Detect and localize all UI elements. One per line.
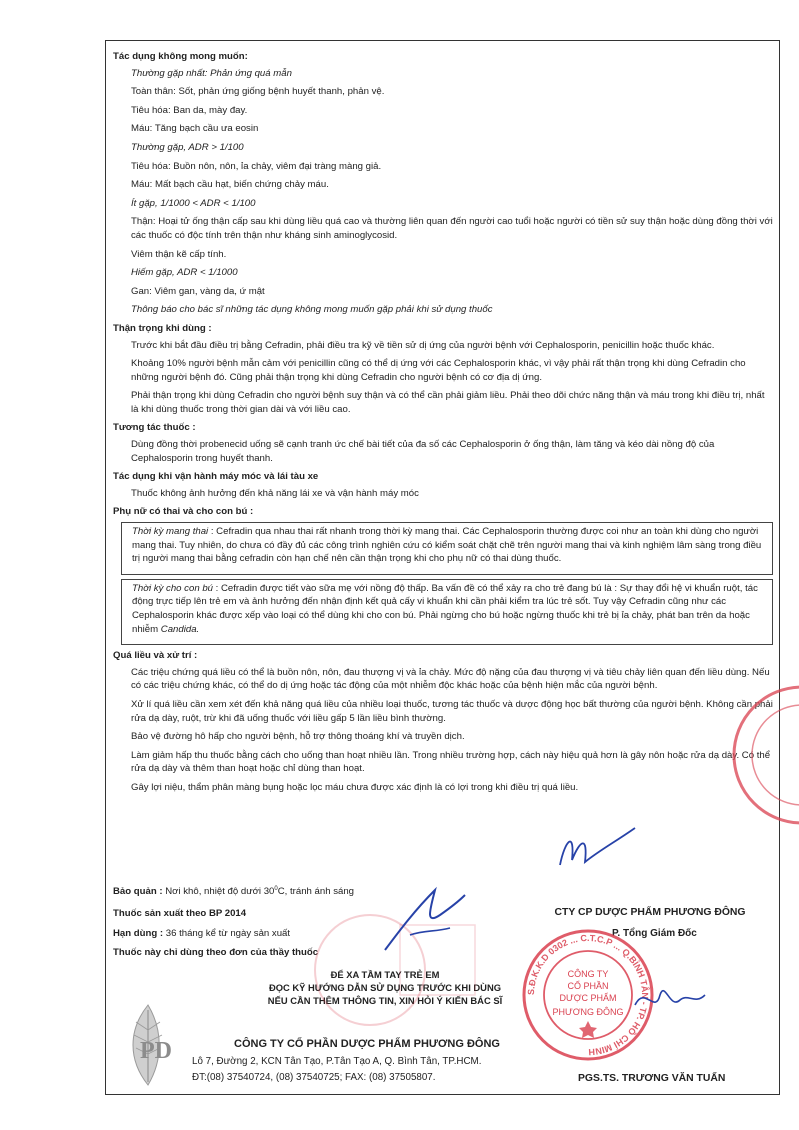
line: Máu: Tăng bạch cầu ưa eosin — [131, 123, 259, 135]
line: Phải thận trọng khi dùng Cefradin cho người bệnh suy thận và có thể cần phải giảm liều. Phải theo dõi chức năng thận và máu trong khi điều trị, nhất là khi dùng thuốc trong thời gian dài và với liều cao. — [131, 390, 765, 415]
section-overdose — [113, 649, 773, 794]
rx-only: Thuốc này chỉ dùng theo đơn của thầy thuốc — [113, 947, 319, 959]
section-heading: Quá liều và xử trí : — [113, 650, 198, 662]
line: Gan: Viêm gan, vàng da, ứ mật — [131, 285, 265, 297]
section-pregnancy — [113, 505, 773, 645]
line: Làm giảm hấp thu thuốc bằng cách cho uống than hoạt nhiều lần. Trong nhiều trường hợp, cách này hiệu quả hơn là gây nôn hoặc rửa dạ dày. Có thể rửa dạ dày và thêm than hoạt hoặc chỉ dùng than hoạt. — [131, 749, 771, 775]
breastfeeding-text — [132, 582, 764, 636]
storage-line — [113, 883, 354, 898]
signature-company: CTY CP DƯỢC PHẨM PHƯƠNG ĐÔNG — [554, 907, 746, 918]
company-address: Lô 7, Đường 2, KCN Tân Tạo, P.Tân Tạo A, Q. Bình Tân, TP.HCM. — [192, 1056, 482, 1067]
seal-line: CÔNG TY — [567, 969, 609, 979]
section-heading: Tác dụng khi vận hành máy móc và lái tàu xe — [113, 471, 319, 483]
section-heading: Tác dụng không mong muốn: — [113, 51, 248, 62]
seal-line: PHƯƠNG ĐÔNG — [552, 1007, 624, 1017]
storage-label: Bảo quản : — [113, 886, 163, 898]
line: Thận: Hoại tử ống thận cấp sau khi dùng liều quá cao và thường liên quan đến người cao tuổi hoặc người có tiền sử suy thận hoặc dùng đồng thời với các thuốc có độc tính trên thận như kháng sinh aminoglycosid. — [131, 216, 773, 241]
warning-line: ĐỂ XA TẦM TAY TRẺ EM — [330, 969, 440, 980]
line: Các triệu chứng quá liều có thể là buồn nôn, nôn, đau thượng vị và ỉa chảy. Mức độ nặng của đau thượng vị và tiêu chảy liên quan đến liều dùng. Nếu có các triệu chứng khác, có thể do dị ứng hoặc tác động của một nhiễm độc khác hoặc của bệnh hiện mắc của người bệnh. — [131, 666, 770, 692]
line: Hiếm gặp, ADR < 1/1000 — [131, 267, 238, 279]
warning-line: NẾU CẦN THÊM THÔNG TIN, XIN HỎI Ý KIẾN BÁC SĨ — [267, 995, 503, 1006]
partial-seal-icon — [692, 680, 799, 830]
signature-name: PGS.TS. TRƯƠNG VĂN TUẤN — [578, 1073, 726, 1084]
line: Viêm thận kẽ cấp tính. — [131, 248, 227, 260]
storage-text2: C, tránh ánh sáng — [277, 886, 355, 898]
section-precautions — [113, 322, 773, 417]
pd-logo-icon — [118, 1000, 188, 1090]
warnings-block — [220, 968, 550, 1007]
line: Toàn thân: Sốt, phản ứng giống bệnh huyết thanh, phản vệ. — [131, 86, 385, 98]
company-seal-icon — [518, 925, 658, 1065]
line: Ít gặp, 1/1000 < ADR < 1/100 — [131, 197, 256, 209]
breastfeeding-body: : Cefradin được tiết vào sữa mẹ với nồng độ thấp. Ba vấn đề có thể xảy ra cho trẻ đang bú là : Sự thay đổi hệ vi khuẩn ruột, tác động trực tiếp lên trẻ em và ảnh hưởng đến nhận định kết quả cấy vi khuẩn khi cần phải kiểm tra lúc trẻ sốt. Tuy vậy Cefradin cũng như các Cephalosporin khác được xếp vào loại có thể dùng khi cho con bú. Phải ngừng cho bú hoặc ngừng thuốc khi trẻ bị ỉa chảy, phát ban trên da hoặc nhiễm — [132, 582, 758, 635]
company-name: CÔNG TY CỔ PHẦN DƯỢC PHẨM PHƯƠNG ĐÔNG — [234, 1038, 500, 1050]
leaflet-body — [113, 50, 773, 800]
line: Thường gặp, ADR > 1/100 — [131, 141, 244, 153]
line: Trước khi bắt đầu điều trị bằng Cefradin, phải điều tra kỹ về tiền sử dị ứng của người bệnh với Cephalosporin, penicillin hoặc thuốc khác. — [131, 339, 715, 351]
line: Khoảng 10% người bệnh mẫn cảm với penicillin cũng có thể dị ứng với các Cephalosporin khác, vì vậy phải rất thận trọng khi dùng Cefradin cho những người bệnh đó. Cũng phải thận trọng khi dùng Cefradin cho người bệnh có cơ địa dị ứng. — [131, 358, 746, 383]
section-heading: Thận trọng khi dùng : — [113, 322, 212, 334]
bp-standard: Thuốc sản xuất theo BP 2014 — [113, 908, 247, 920]
section-interactions — [113, 421, 773, 465]
line: Tiêu hóa: Buồn nôn, nôn, ỉa chảy, viêm đại tràng màng giả. — [131, 160, 382, 172]
line: Gây lợi niệu, thẩm phân màng bụng hoặc lọc máu chưa được xác định là có lợi trong khi điều trị quá liều. — [131, 781, 579, 793]
breastfeeding-label: Thời kỳ cho con bú — [132, 582, 213, 594]
line: Thuốc không ảnh hưởng đến khả năng lái xe và vận hành máy móc — [131, 487, 419, 499]
pregnancy-body: : Cefradin qua nhau thai rất nhanh trong thời kỳ mang thai. Các Cephalosporin thường được coi như an toàn khi dùng cho người mang thai. Tuy nhiên, do chưa có đầy đủ các công trình nghiên cứu có kiểm soát chặt chẽ trên người mang thai và kinh nghiệm lâm sàng trong điều trị người mang thai bằng cefradin còn hạn chế nên cần thận trọng khi cho phụ nữ có thai dùng thuốc. — [132, 526, 762, 565]
pregnancy-box — [121, 522, 773, 575]
expiry-text: 36 tháng kể từ ngày sản xuất — [163, 928, 291, 940]
candida-term: Candida. — [160, 623, 200, 635]
seal-ring-text: S.Đ.K.K.D 0302 ... C.T.C.P ... Q.BÌNH TÂN - TP. HỒ CHÍ MINH — [525, 932, 651, 1058]
logo-text: PD — [140, 1038, 172, 1064]
warning-line: ĐỌC KỸ HƯỚNG DẪN SỬ DỤNG TRƯỚC KHI DÙNG — [268, 982, 502, 993]
line: Tiêu hóa: Ban da, mày đay. — [131, 104, 248, 116]
section-adverse-effects — [113, 50, 773, 317]
section-heading: Tương tác thuốc : — [113, 422, 196, 434]
line: Bảo vệ đường hô hấp cho người bệnh, hỗ trợ thông thoáng khí và truyền dịch. — [131, 731, 465, 743]
storage-text: Nơi khô, nhiệt độ dưới 30 — [162, 886, 275, 898]
company-address-block — [192, 1054, 542, 1086]
section-driving — [113, 470, 773, 500]
line: Thường gặp nhất: Phản ứng quá mẫn — [131, 67, 292, 79]
line: Máu: Mất bạch cầu hạt, biến chứng chảy máu. — [131, 179, 329, 191]
pregnancy-text — [132, 525, 764, 566]
pregnancy-label: Thời kỳ mang thai — [132, 526, 209, 538]
storage-block — [113, 883, 354, 959]
signature-role: P. Tổng Giám Đốc — [612, 928, 697, 939]
line: Thông báo cho bác sĩ những tác dụng không mong muốn gặp phải khi sử dụng thuốc — [131, 304, 493, 316]
company-phone: ĐT:(08) 37540724, (08) 37540725; FAX: (08) 37505807. — [192, 1072, 436, 1083]
seal-line: DƯỢC PHẨM — [559, 993, 617, 1003]
expiry-line — [113, 927, 354, 940]
breastfeeding-box — [121, 579, 773, 645]
line: Xử lí quá liều cần xem xét đến khả năng quá liều của nhiều loại thuốc, tương tác thuốc và dược động học bất thường của người bệnh. Không cần phải rửa dạ dày, ruột, trừ khi đã uống thuốc với liều gấp 5 lần liều bình thường. — [131, 698, 773, 724]
line: Dùng đồng thời probenecid uống sẽ cạnh tranh ức chế bài tiết của đa số các Cephalosporin ở ống thận, làm tăng và kéo dài nồng độ của Cephalosporin trong huyết thanh. — [131, 439, 715, 464]
section-heading: Phụ nữ có thai và cho con bú : — [113, 506, 254, 518]
seal-line: CỔ PHẦN — [567, 981, 609, 991]
degree-sup: 0 — [274, 886, 278, 892]
expiry-label: Hạn dùng : — [113, 928, 164, 940]
